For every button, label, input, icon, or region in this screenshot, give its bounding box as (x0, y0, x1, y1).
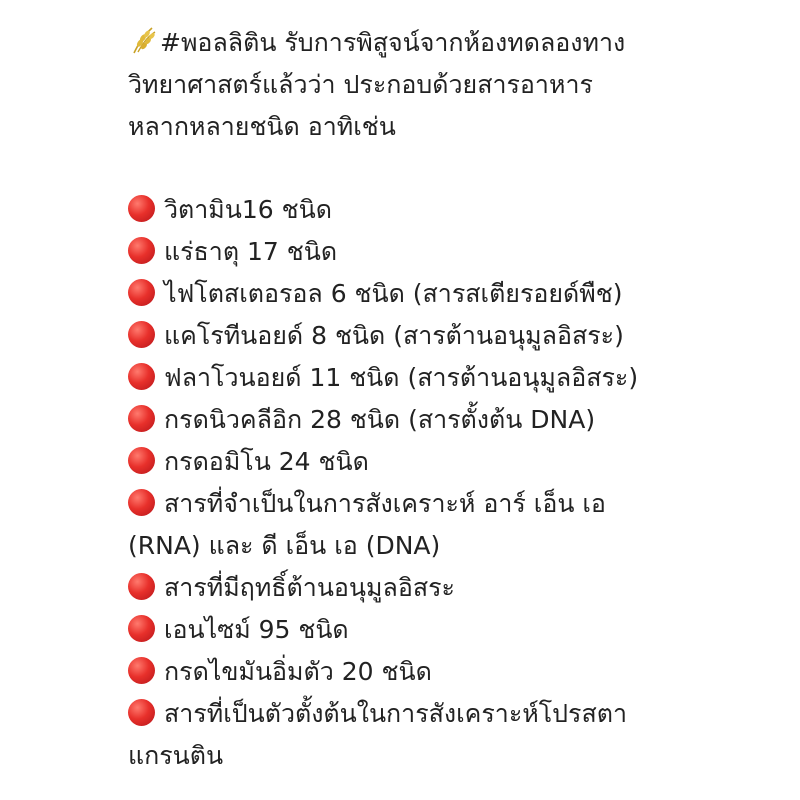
red-circle-icon (128, 657, 155, 684)
red-circle-icon (128, 447, 155, 474)
list-item-text: เอนไซม์ 95 ชนิด (164, 615, 349, 644)
red-circle-icon (128, 237, 155, 264)
list-item (128, 567, 788, 609)
list-item (128, 693, 788, 777)
list-item-text: วิตามิน16 ชนิด (164, 195, 332, 224)
red-circle-icon (128, 195, 155, 222)
list-item-text: ไฟโตสเตอรอล 6 ชนิด (สารสเตียรอยด์พืช) (164, 279, 623, 308)
intro-line-2: วิทยาศาสตร์แล้วว่า ประกอบด้วยสารอาหาร (128, 70, 593, 99)
list-item (128, 273, 788, 315)
list-item (128, 441, 788, 483)
list-item-text: กรดไขมันอิ่มตัว 20 ชนิด (164, 657, 432, 686)
red-circle-icon (128, 321, 155, 348)
post-body (128, 22, 788, 777)
list-item (128, 483, 788, 567)
list-item-text: สารที่เป็นตัวตั้งต้นในการสังเคราะห์โปรสตา (164, 699, 628, 728)
list-item (128, 399, 788, 441)
list-item-continuation: แกรนติน (128, 741, 224, 770)
red-circle-icon (128, 573, 155, 600)
rice-stalk-icon (128, 25, 158, 55)
list-item-text: แคโรทีนอยด์ 8 ชนิด (สารต้านอนุมูลอิสระ) (164, 321, 624, 350)
red-circle-icon (128, 405, 155, 432)
red-circle-icon (128, 279, 155, 306)
intro-line-3: หลากหลายชนิด อาทิเช่น (128, 112, 396, 141)
intro-text-1: #พอลลิติน รับการพิสูจน์จากห้องทดลองทาง (160, 28, 626, 57)
red-circle-icon (128, 489, 155, 516)
list-item (128, 651, 788, 693)
list-item-text: สารที่จำเป็นในการสังเคราะห์ อาร์ เอ็น เอ (164, 489, 606, 518)
list-item-continuation: (RNA) และ ดี เอ็น เอ (DNA) (128, 531, 441, 560)
list-item-text: สารที่มีฤทธิ์ต้านอนุมูลอิสระ (164, 573, 455, 602)
list-item (128, 609, 788, 651)
list-item (128, 189, 788, 231)
list-item-text: แร่ธาตุ 17 ชนิด (164, 237, 338, 266)
nutrient-list (128, 189, 788, 777)
red-circle-icon (128, 363, 155, 390)
list-item (128, 231, 788, 273)
red-circle-icon (128, 615, 155, 642)
red-circle-icon (128, 699, 155, 726)
intro-paragraph (128, 22, 788, 148)
list-item (128, 315, 788, 357)
list-item-text: ฟลาโวนอยด์ 11 ชนิด (สารต้านอนุมูลอิสระ) (164, 363, 639, 392)
intro-line-1 (128, 22, 788, 64)
list-item (128, 357, 788, 399)
list-item-text: กรดนิวคลีอิก 28 ชนิด (สารตั้งต้น DNA) (164, 405, 596, 434)
list-item-text: กรดอมิโน 24 ชนิด (164, 447, 369, 476)
